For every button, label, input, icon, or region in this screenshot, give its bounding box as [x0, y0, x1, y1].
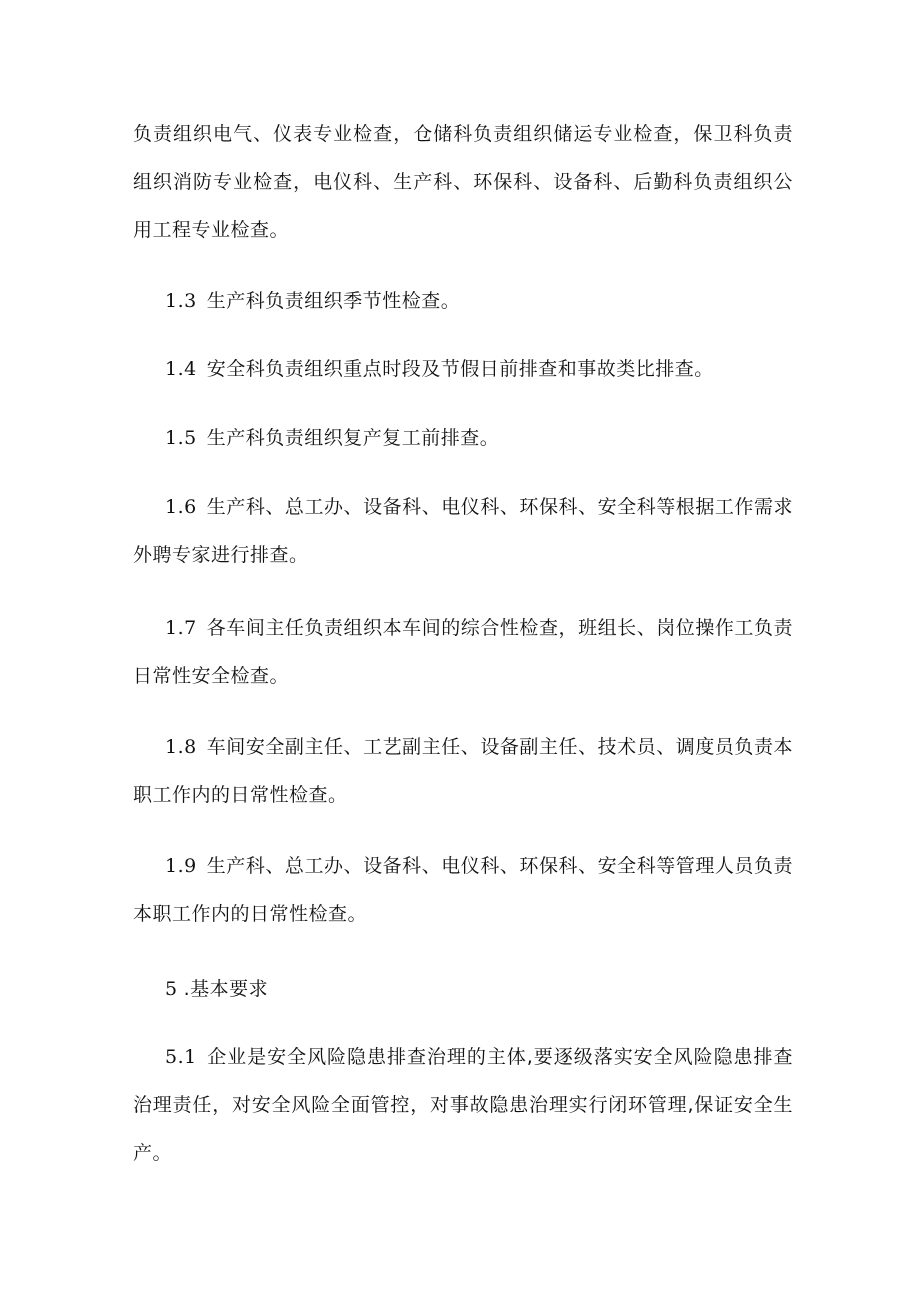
paragraph-text: 生产科、总工办、设备科、电仪科、环保科、安全科等根据工作需求外聘专家进行排查。	[133, 496, 793, 566]
paragraph-text: 生产科负责组织复产复工前排查。	[206, 427, 500, 449]
paragraph-text: 负责组织电气、仪表专业检查，仓储科负责组织储运专业检查，保卫科负责组织消防专业检查，电仪科、生产科、环保科、设备科、后勤科负责组织公用工程专业检查。	[133, 123, 793, 241]
paragraph-1-9	[133, 842, 793, 938]
paragraph-number: 1.3	[165, 290, 197, 312]
section-number: 5	[165, 978, 178, 1000]
paragraph-text: 企业是安全风险隐患排查治理的主体,要逐级落实安全风险隐患排查治理责任，对安全风险全面管控，对事故隐患治理实行闭环管理,保证安全生产。	[133, 1046, 793, 1164]
paragraph-number: 1.6	[165, 496, 197, 518]
paragraph-text: 生产科、总工办、设备科、电仪科、环保科、安全科等管理人员负责本职工作内的日常性检查。	[133, 855, 793, 925]
paragraph-text: 安全科负责组织重点时段及节假日前排查和事故类比排查。	[206, 358, 714, 380]
paragraph-1-4	[133, 345, 793, 393]
paragraph-text: 各车间主任负责组织本车间的综合性检查，班组长、岗位操作工负责日常性安全检查。	[133, 617, 793, 687]
paragraph-number: 1.9	[165, 855, 197, 877]
paragraph-text: 车间安全副主任、工艺副主任、设备副主任、技术员、调度员负责本职工作内的日常性检查。	[133, 736, 793, 806]
paragraph-number: 5.1	[165, 1046, 197, 1068]
paragraph-continuation	[133, 110, 793, 254]
paragraph-text: 生产科负责组织季节性检查。	[206, 290, 461, 312]
paragraph-1-3	[133, 277, 793, 325]
paragraph-1-6	[133, 483, 793, 579]
paragraph-1-7	[133, 604, 793, 700]
paragraph-number: 1.8	[165, 736, 197, 758]
paragraph-number: 1.4	[165, 358, 197, 380]
paragraph-1-5	[133, 414, 793, 462]
section-title: .基本要求	[183, 978, 269, 1000]
paragraph-number: 1.7	[165, 617, 197, 639]
paragraph-number: 1.5	[165, 427, 197, 449]
paragraph-5-1	[133, 1033, 793, 1177]
section-heading-basic-requirements	[133, 965, 793, 1013]
paragraph-1-8	[133, 723, 793, 819]
